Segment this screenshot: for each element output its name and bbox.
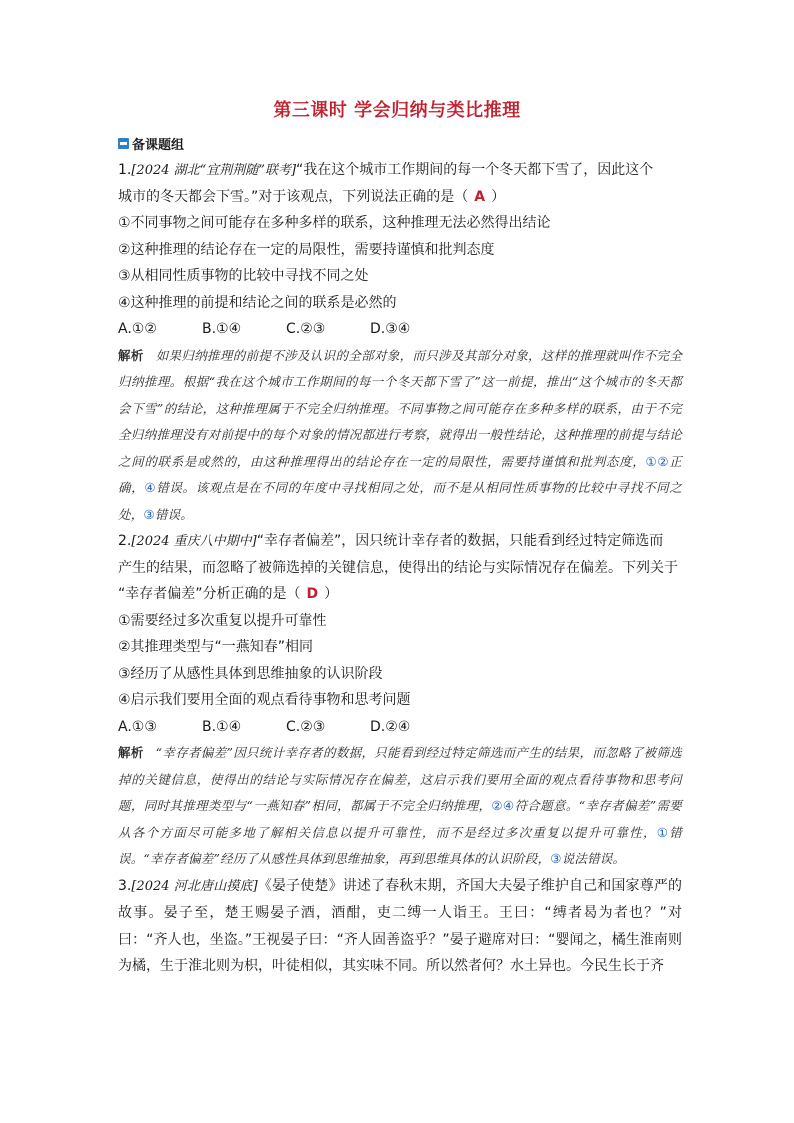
q2-option-b: B.①④ xyxy=(202,718,242,735)
q2-item-3: ③经历了从感性具体到思维抽象的认识阶段 xyxy=(118,665,383,682)
q2-analysis-ok: ②④ xyxy=(491,798,515,813)
q1-source: [2024 湖北“宜荆荆随”联考] xyxy=(131,163,297,178)
q1-analysis-text-3: 错误。该观点是在不同的年度中寻找相同之处，而不是从相同性质事物的比较中寻找不同之处， xyxy=(118,480,683,522)
q1-option-b: B.①④ xyxy=(202,321,242,337)
q2-option-d: D.②④ xyxy=(370,718,411,735)
q2-stem-close: ） xyxy=(324,586,339,602)
section-label: 备课题组 xyxy=(132,138,185,153)
q1-stem-line-2 xyxy=(118,184,682,211)
q2-options xyxy=(118,714,682,741)
question-1 xyxy=(118,157,682,528)
section-tag xyxy=(118,134,184,153)
q1-item-2: ②这种推理的结论存在一定的局限性，需要持谨慎和批判态度 xyxy=(118,241,495,258)
q1-answer: A xyxy=(474,188,486,205)
q1-item-1: ①不同事物之间可能存在多种多样的联系，这种推理无法必然得出结论 xyxy=(118,215,551,231)
q1-analysis-text-2: 正确， xyxy=(118,453,682,495)
q1-analysis-text-4: 错误。 xyxy=(154,506,193,522)
q1-item-4: ④这种推理的前提和结论之间的联系是必然的 xyxy=(118,294,397,311)
q1-stem-line-1 xyxy=(118,157,682,184)
q2-source: [2024 重庆八中期中] xyxy=(131,534,257,549)
q2-item-1: ①需要经过多次重复以提升可靠性 xyxy=(118,612,327,629)
section-icon xyxy=(118,138,129,149)
q2-analysis-wrong-2: ③ xyxy=(550,851,562,866)
q2-stem-line-2: 产生的结果，而忽略了被筛选掉的关键信息，使得出的结论与实际情况存在偏差。下列关于 xyxy=(118,559,678,576)
q3-text: 《晏子使楚》讲述了春秋末期，齐国大夫晏子维护自己和国家尊严的故事。晏子至，楚王赐晏子酒，酒酣，吏二缚一人诣王。王曰：“缚者曷为者也？”对曰：“齐人也，坐盗。”王视晏子曰：“齐人固善盗乎？”晏子避席对曰：“婴闻之，橘生淮南则为橘，生于淮北则为枳，叶徒相似，其实味不同。所以然者何？水土异也。今民生长于齐 xyxy=(118,877,682,974)
q2-option-a: A.①③ xyxy=(118,718,157,735)
question-2 xyxy=(118,528,682,873)
q2-stem-1: “幸存者偏差”，因只统计幸存者的数据，只能看到经过特定筛选而 xyxy=(256,533,664,549)
q3-number: 3. xyxy=(118,877,132,894)
q2-option-c: C.②③ xyxy=(286,718,326,735)
q1-analysis-wrong-2: ③ xyxy=(143,506,155,522)
q1-number: 1. xyxy=(118,162,132,178)
q2-analysis-wrong-1: ① xyxy=(656,824,670,840)
question-3 xyxy=(118,873,682,980)
q2-number: 2. xyxy=(118,533,132,549)
q1-option-d: D.③④ xyxy=(370,321,411,337)
q1-stem-1: “我在这个城市工作期间的每一个冬天都下雪了，因此这个 xyxy=(296,162,654,178)
q1-analysis-ok: ①② xyxy=(645,453,670,469)
q2-analysis xyxy=(118,740,682,873)
q1-analysis-wrong-1: ④ xyxy=(144,480,157,495)
q1-analysis-text-1: 如果归纳推理的前提不涉及认识的全部对象，而只涉及其部分对象，这样的推理就叫作不完全归纳推理。根据“我在这个城市工作期间的每一个冬天都下雪了”这一前提，推出“这个城市的冬天都会下雪”的结论，这种推理属于不完全归纳推理。不同事物之间可能存在多种多样的联系，由于不完全归纳推理没有对前提中的每个对象的情况都进行考察，就得出一般性结论，这种推理的前提与结论之间的联系是或然的，由这种推理得出的结论存在一定的局限性，需要持谨慎和批判态度， xyxy=(118,347,682,469)
q2-analysis-text-3: 错误。“幸存者偏差”经历了从感性具体到思维抽象，再到思维具体的认识阶段， xyxy=(118,824,682,866)
q2-analysis-text-1: “幸存者偏差”因只统计幸存者的数据，只能看到经过特定筛选而产生的结果，而忽略了被筛选掉的关键信息，使得出的结论与实际情况存在偏差，这启示我们要用全面的观点看待事物和思考问题，同时其推理类型与“一燕知春”相同，都属于不完全归纳推理， xyxy=(118,745,682,813)
q1-option-a: A.①② xyxy=(118,321,157,337)
q1-stem-2: 城市的冬天都会下雪。”对于该观点，下列说法正确的是（ xyxy=(118,188,469,205)
q1-item-3: ③从相同性质事物的比较中寻找不同之处 xyxy=(118,268,369,284)
page-title: 第三课时 学会归纳与类比推理 xyxy=(273,100,521,121)
q1-options xyxy=(118,316,682,343)
q1-analysis xyxy=(118,343,682,529)
q1-analysis-label: 解析 xyxy=(118,347,144,363)
q2-stem-line-1 xyxy=(118,528,682,555)
q2-analysis-text-4: 说法错误。 xyxy=(561,851,626,866)
q2-answer: D xyxy=(306,586,319,602)
q2-item-2: ②其推理类型与“一燕知春”相同 xyxy=(118,639,314,655)
q1-stem-close: ） xyxy=(491,188,506,205)
q1-option-c: C.②③ xyxy=(286,321,326,337)
content xyxy=(118,157,682,980)
q3-source: [2024 河北唐山摸底] xyxy=(131,878,258,894)
q2-stem-line-3 xyxy=(118,581,682,608)
q2-analysis-label: 解析 xyxy=(118,745,144,760)
q2-analysis-text-2: 符合题意。“幸存者偏差”需要从各个方面尽可能多地了解相关信息以提升可靠性，而不是经过多次重复以提升可靠性， xyxy=(118,798,682,840)
q2-item-4: ④启示我们要用全面的观点看待事物和思考问题 xyxy=(118,692,411,708)
q2-stem-3: “幸存者偏差”分析正确的是（ xyxy=(118,586,301,602)
